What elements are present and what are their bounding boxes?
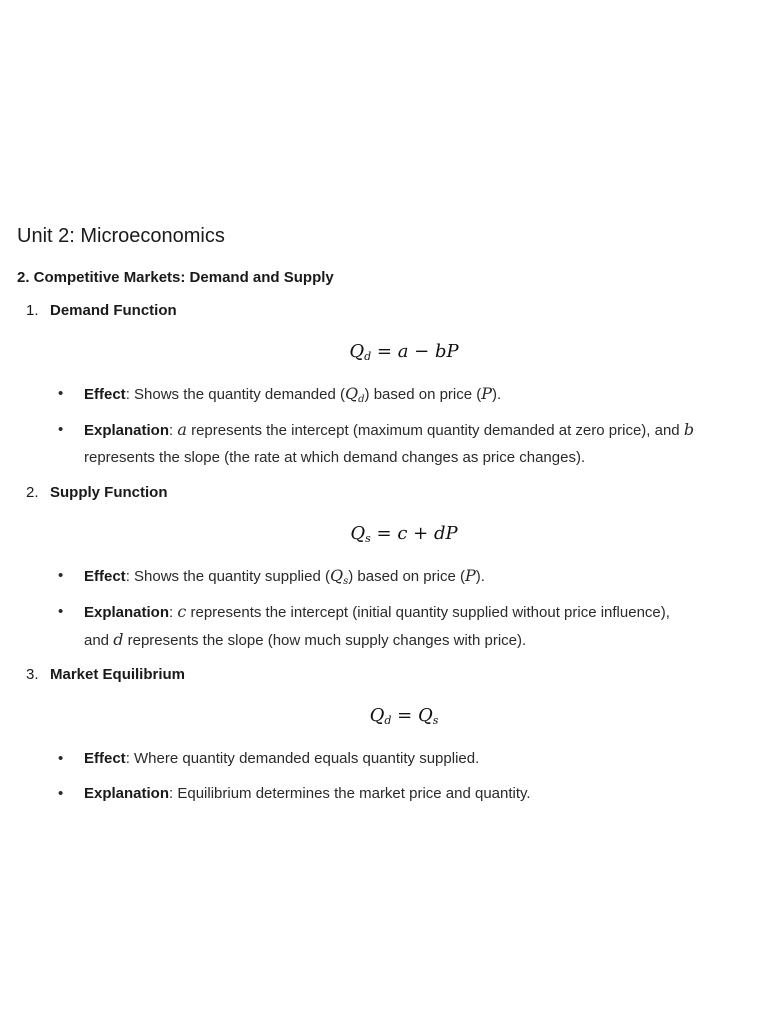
formula-operator: =: [371, 341, 398, 362]
formula-subscript: d: [384, 714, 392, 727]
bullet-effect: [58, 380, 748, 413]
formula-subscript: s: [365, 532, 371, 545]
effect-label: Effect: [84, 386, 126, 403]
explanation-label: Explanation: [84, 785, 170, 802]
math-q: Q: [329, 566, 344, 585]
bullet-effect: [58, 745, 748, 772]
bullet-effect: [58, 562, 748, 595]
section-heading: Demand Function: [50, 302, 177, 319]
math-symbol: a: [177, 420, 187, 439]
math-subscript: s: [343, 576, 349, 587]
math-q: Q: [345, 384, 359, 403]
explanation-text: represents the intercept (initial quantity supplied without price influence),: [186, 604, 670, 621]
formula-operator: +: [407, 523, 434, 544]
bullet-explanation: [58, 780, 748, 807]
explanation-colon: :: [169, 604, 178, 621]
formula-symbol: Q: [349, 341, 365, 362]
math-symbol: c: [177, 602, 187, 621]
bullet-icon: •: [58, 750, 64, 767]
math-symbol: P: [464, 566, 476, 585]
bullet-icon: •: [58, 567, 64, 584]
supply-formula: [0, 522, 768, 551]
list-number: 2.: [26, 484, 39, 501]
explanation-label: Explanation: [84, 422, 170, 439]
explanation-text: represents the slope (the rate at which demand changes as price changes).: [84, 449, 586, 466]
formula-symbol: Q: [417, 705, 433, 726]
math-symbol: [330, 566, 348, 585]
explanation-text: and: [84, 632, 114, 649]
math-subscript: d: [358, 394, 365, 405]
effect-text: : Shows the quantity supplied (: [125, 568, 330, 585]
math-symbol: [345, 384, 365, 403]
section-heading: Supply Function: [50, 484, 168, 501]
effect-text: : Shows the quantity demanded (: [125, 386, 345, 403]
formula-subscript: d: [364, 350, 372, 363]
bullet-icon: •: [58, 785, 64, 802]
effect-label: Effect: [84, 750, 126, 767]
explanation-label: Explanation: [84, 604, 170, 621]
formula-operator: =: [391, 705, 418, 726]
math-symbol: P: [481, 384, 493, 403]
formula-term: bP: [434, 341, 459, 362]
explanation-colon: :: [169, 422, 178, 439]
equilibrium-formula: [0, 704, 768, 733]
effect-text: ) based on price (: [348, 568, 465, 585]
effect-label: Effect: [84, 568, 126, 585]
formula-term: c: [397, 523, 408, 544]
list-number: 3.: [26, 666, 39, 683]
effect-text: ).: [475, 568, 485, 585]
explanation-text: represents the intercept (maximum quantity demanded at zero price), and: [186, 422, 684, 439]
bullet-explanation: [58, 416, 748, 471]
explanation-text: represents the slope (how much supply changes with price).: [123, 632, 527, 649]
explanation-text: : Equilibrium determines the market price and quantity.: [169, 785, 531, 802]
demand-formula: [0, 340, 768, 369]
formula-operator: −: [408, 341, 435, 362]
math-symbol: b: [683, 420, 695, 439]
bullet-icon: •: [58, 421, 64, 438]
section-subtitle: 2. Competitive Markets: Demand and Supply: [17, 269, 334, 286]
page-title: Unit 2: Microeconomics: [17, 225, 225, 247]
bullet-explanation: [58, 598, 748, 654]
formula-term: a: [397, 341, 409, 362]
list-item-supply-function: [26, 482, 168, 504]
bullet-icon: •: [58, 385, 64, 402]
effect-text: ) based on price (: [364, 386, 482, 403]
formula-operator: =: [370, 523, 398, 544]
bullet-icon: •: [58, 603, 64, 620]
formula-subscript: s: [432, 714, 439, 727]
formula-symbol: Q: [350, 523, 366, 544]
effect-text: : Where quantity demanded equals quantity supplied.: [125, 750, 480, 767]
formula-symbol: Q: [369, 705, 385, 726]
effect-text: ).: [492, 386, 502, 403]
math-symbol: d: [113, 630, 124, 649]
list-number: 1.: [26, 302, 39, 319]
section-heading: Market Equilibrium: [50, 666, 186, 683]
list-item-market-equilibrium: [26, 664, 185, 686]
list-item-demand-function: [26, 300, 177, 322]
formula-term: dP: [433, 523, 458, 544]
